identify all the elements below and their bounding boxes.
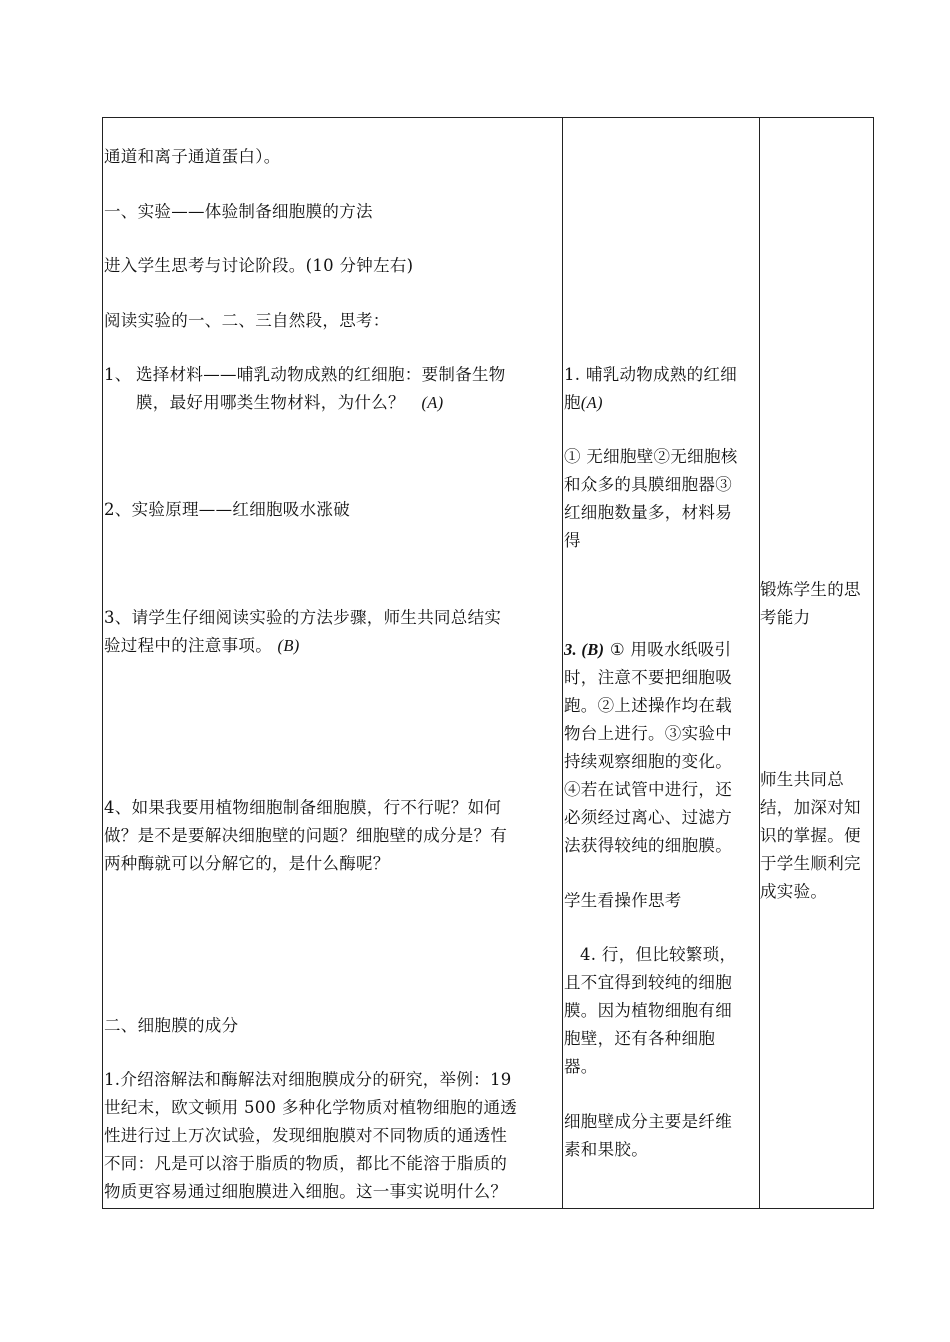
section-title-membrane-components: 二、细胞膜的成分: [104, 1016, 239, 1035]
intent-2-line5: 成实验。: [760, 882, 828, 901]
answer-3-line6: ④若在试管中进行，还: [564, 780, 732, 799]
intent-2-line4: 于学生顺利完: [760, 854, 861, 873]
question-1-number: 1、: [104, 365, 132, 384]
answer-3-line8: 法获得较纯的细胞膜。: [564, 836, 732, 855]
text-line: 阅读实验的一、二、三自然段，思考：: [104, 311, 390, 330]
answer-3-line5: 持续观察细胞的变化。: [564, 752, 732, 771]
question-1-text-cont: [136, 389, 443, 417]
paragraph-1-line5: 物质更容易通过细胞膜进入细胞。这一事实说明什么？: [104, 1182, 508, 1201]
answer-3-line1-wrap: [564, 636, 731, 664]
answer-1-line2-wrap: [564, 389, 603, 417]
answer-1-mark: (A): [580, 393, 603, 412]
paragraph-1-line3: 性进行过上万次试验，发现细胞膜对不同物质的通透性: [104, 1126, 508, 1145]
question-1-text: 选择材料——哺乳动物成熟的红细胞：要制备生物: [136, 365, 506, 384]
question-4-line2: 做？是不是要解决细胞壁的问题？细胞壁的成分是？有: [104, 826, 508, 845]
text-line: 进入学生思考与讨论阶段。(10 分钟左右): [104, 256, 414, 275]
question-4-line3: 两种酶就可以分解它的，是什么酶呢？: [104, 854, 390, 873]
answer-4-line3: 膜。因为植物细胞有细: [564, 1001, 732, 1020]
paragraph-1-line2: 世纪末，欧文顿用 500 多种化学物质对植物细胞的通透: [104, 1098, 518, 1117]
question-3-line1: 3、请学生仔细阅读实验的方法步骤，师生共同总结实: [104, 608, 502, 627]
answer-3-mark: 3. (B): [564, 640, 605, 659]
answer-3-line2: 时，注意不要把细胞吸: [564, 668, 732, 687]
paragraph-1-line1: 1.介绍溶解法和酶解法对细胞膜成分的研究，举例：19: [104, 1070, 512, 1089]
intent-1-line2: 考能力: [760, 608, 811, 627]
intent-2-line3: 识的掌握。便: [760, 826, 861, 845]
question-1-line2: 膜，最好用哪类生物材料，为什么？: [136, 393, 405, 412]
question-3-line2-wrap: [104, 632, 300, 660]
answer-4-line5: 器。: [564, 1057, 598, 1076]
answer-1-line2: 胞: [564, 393, 581, 412]
question-2: 2、实验原理——红细胞吸水涨破: [104, 500, 350, 519]
reason-line4: 得: [564, 531, 581, 550]
cell-wall-line2: 素和果胶。: [564, 1140, 648, 1159]
intent-1-line1: 锻炼学生的思: [760, 580, 861, 599]
cell-wall-line1: 细胞壁成分主要是纤维: [564, 1112, 732, 1131]
section-title-experiment: 一、实验——体验制备细胞膜的方法: [104, 202, 373, 221]
intent-2-line2: 结，加深对知: [760, 798, 861, 817]
answer-3-line3: 跑。②上述操作均在载: [564, 696, 732, 715]
text-line: 通道和离子通道蛋白）。: [104, 147, 281, 166]
answer-4-line2: 且不宜得到较纯的细胞: [564, 973, 732, 992]
question-1-mark: (A): [421, 393, 444, 412]
question-3-line2: 验过程中的注意事项。: [104, 636, 272, 655]
answer-1-line1: 1. 哺乳动物成熟的红细: [564, 365, 738, 384]
answer-3-line1: ① 用吸水纸吸引: [609, 640, 732, 659]
reason-line1: ① 无细胞壁②无细胞核: [564, 447, 738, 466]
question-3-mark: (B): [277, 636, 300, 655]
lesson-table: [102, 117, 874, 1209]
answer-3-line7: 必须经过离心、过滤方: [564, 808, 732, 827]
paragraph-1-line4: 不同：凡是可以溶于脂质的物质，都比不能溶于脂质的: [104, 1154, 508, 1173]
answer-4-line1: 4. 行，但比较繁琐，: [580, 945, 737, 964]
reason-line2: 和众多的具膜细胞器③: [564, 475, 732, 494]
column-divider-2: [759, 118, 760, 1208]
column-divider-1: [562, 118, 563, 1208]
question-4-line1: 4、如果我要用植物细胞制备细胞膜，行不行呢？如何: [104, 798, 502, 817]
answer-4-line4: 胞壁，还有各种细胞: [564, 1029, 716, 1048]
intent-2-line1: 师生共同总: [760, 770, 844, 789]
reason-line3: 红细胞数量多，材料易: [564, 503, 732, 522]
student-observe-line: 学生看操作思考: [564, 891, 682, 910]
answer-3-line4: 物台上进行。③实验中: [564, 724, 732, 743]
